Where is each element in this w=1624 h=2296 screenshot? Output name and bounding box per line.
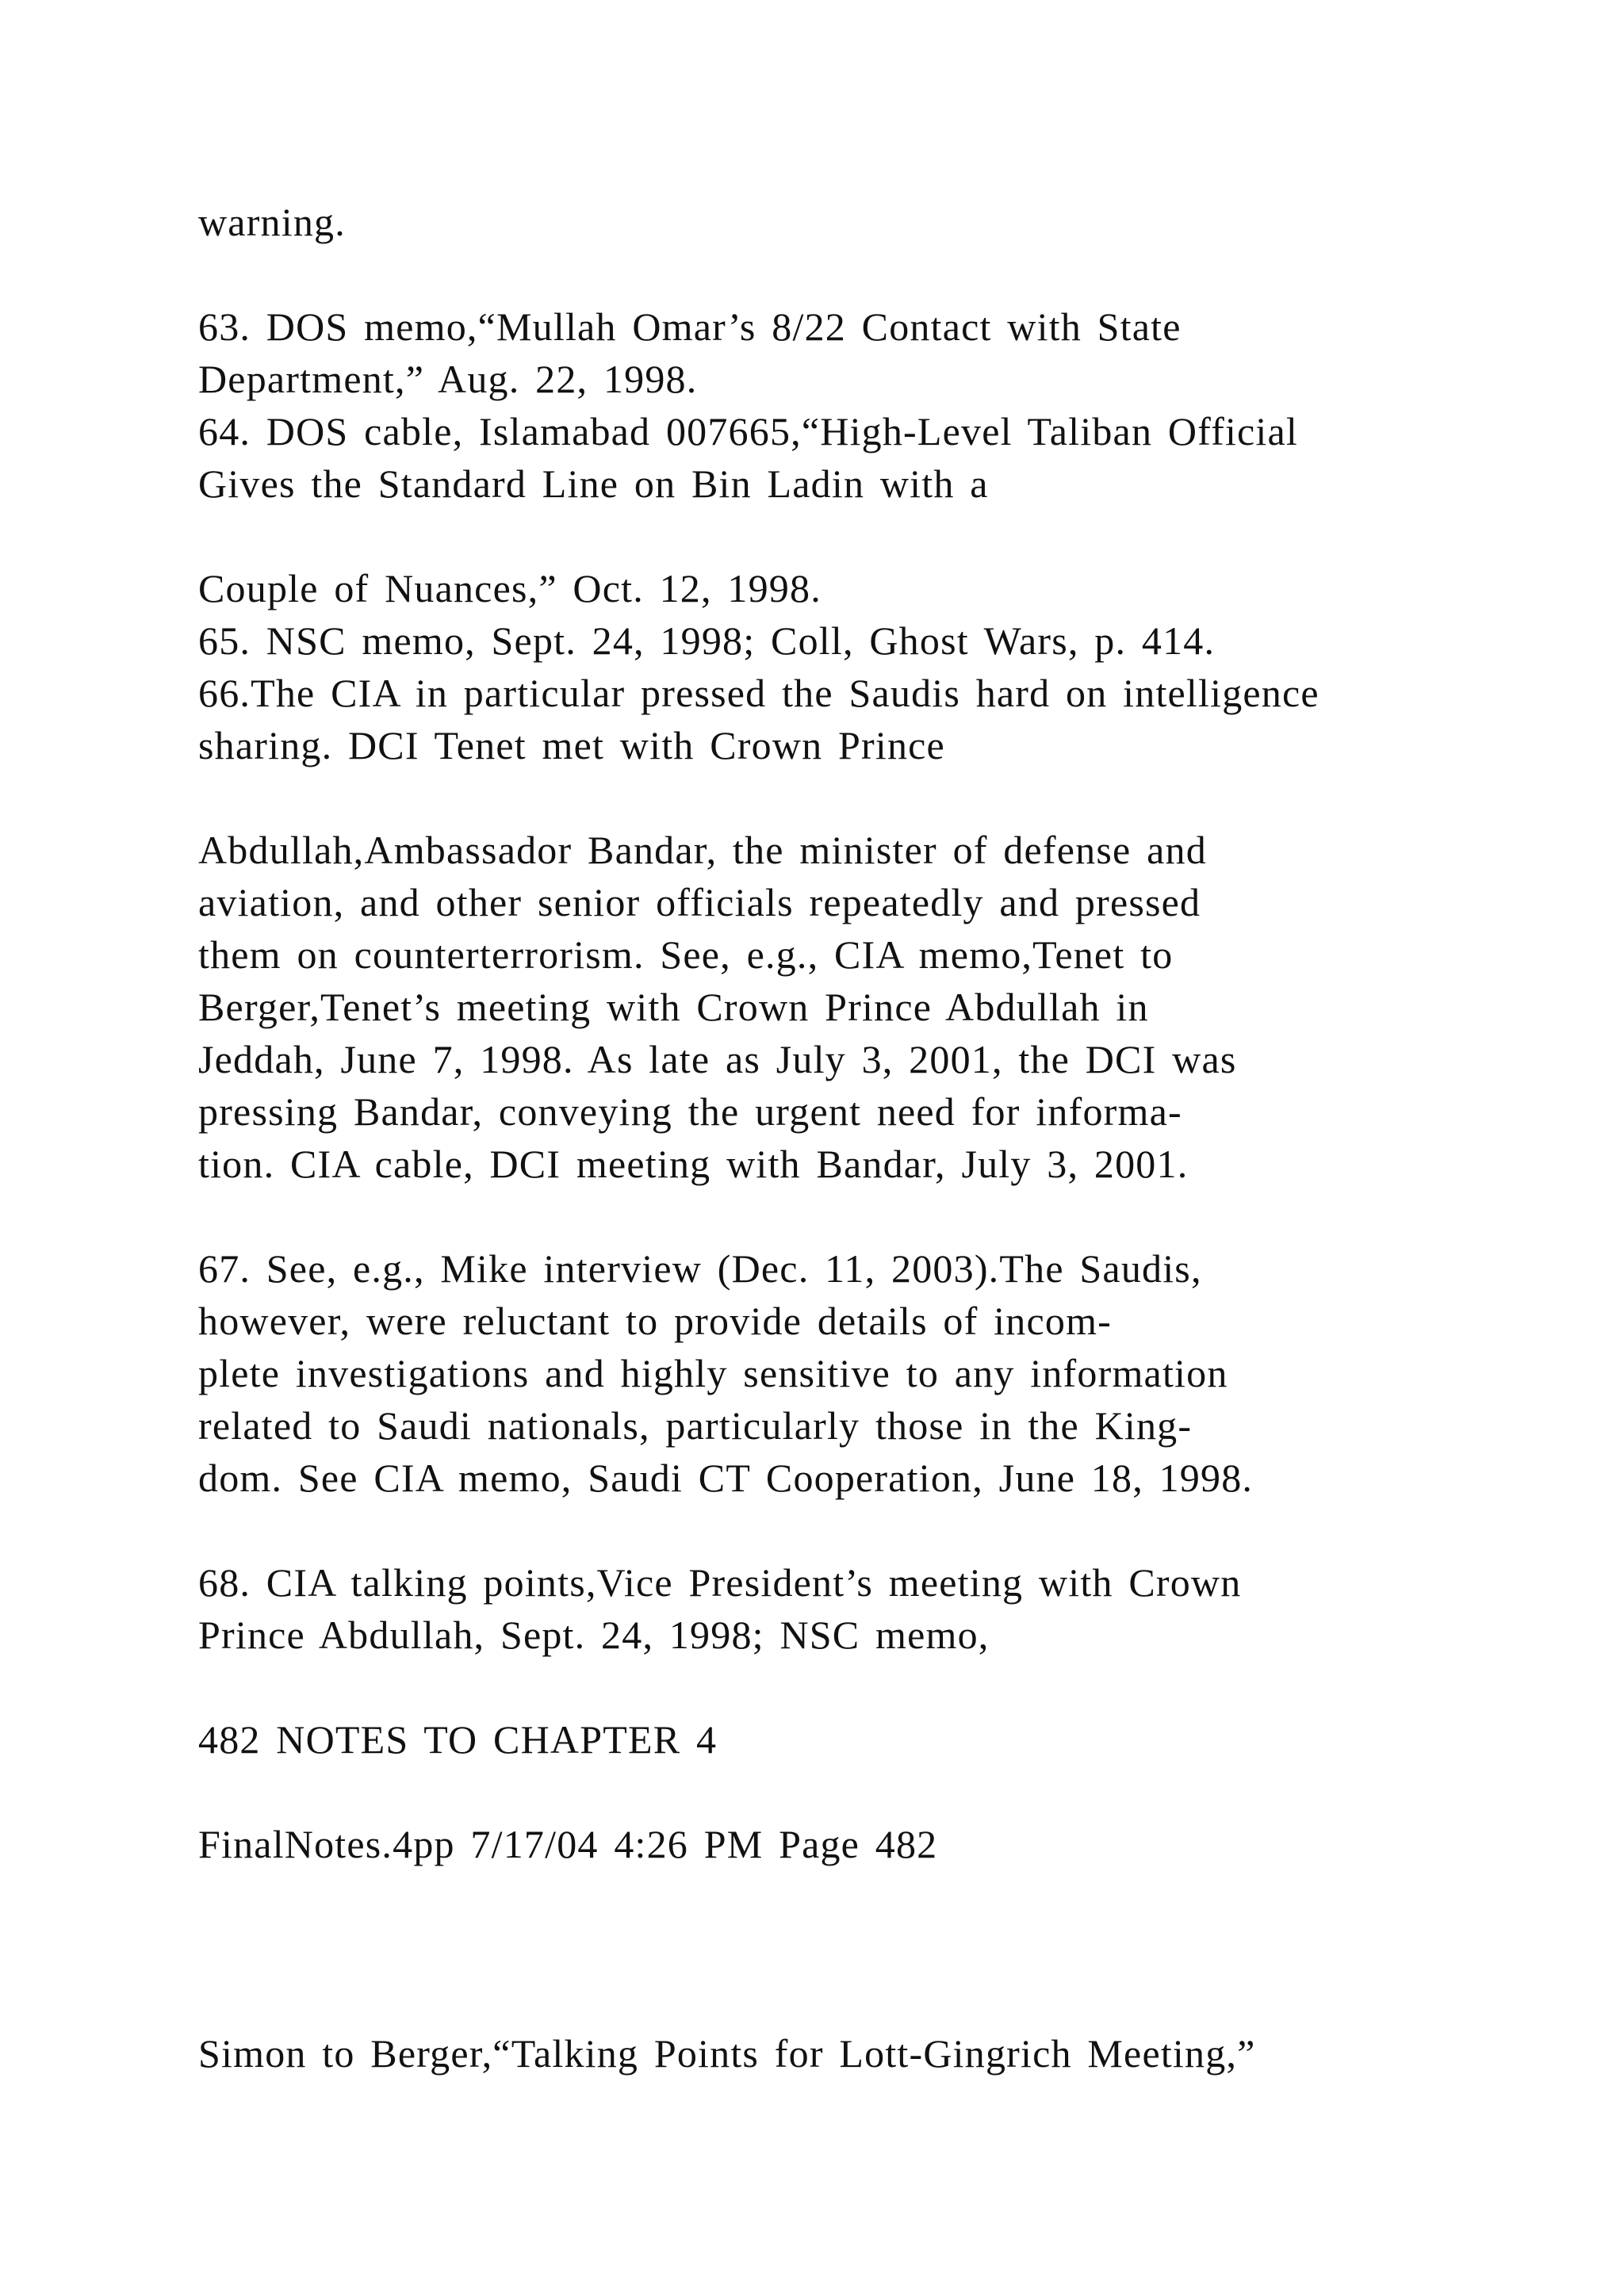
text-line: 63. DOS memo,“Mullah Omar’s 8/22 Contact with State (198, 304, 1182, 349)
text-line: them on counterterrorism. See, e.g., CIA memo,Tenet to (198, 932, 1174, 977)
text-line: sharing. DCI Tenet met with Crown Prince (198, 723, 945, 767)
text-line: 64. DOS cable, Islamabad 007665,“High-Level Taliban Official (198, 409, 1299, 453)
text-line: plete investigations and highly sensitive to any information (198, 1351, 1228, 1395)
print-slug: FinalNotes.4pp 7/17/04 4:26 PM Page 482 (198, 1822, 938, 1866)
text-line: Couple of Nuances,” Oct. 12, 1998. (198, 566, 822, 610)
text-line: Gives the Standard Line on Bin Ladin with a (198, 461, 989, 506)
running-footer: 482 NOTES TO CHAPTER 4 (198, 1717, 718, 1762)
text-line: Prince Abdullah, Sept. 24, 1998; NSC memo, (198, 1613, 990, 1657)
text-line: Simon to Berger,“Talking Points for Lott-Gingrich Meeting,” (198, 2031, 1256, 2076)
text-line: tion. CIA cable, DCI meeting with Bandar, July 3, 2001. (198, 1142, 1189, 1186)
text-line: 68. CIA talking points,Vice President’s meeting with Crown (198, 1560, 1242, 1605)
text-line: Berger,Tenet’s meeting with Crown Prince Abdullah in (198, 985, 1149, 1029)
text-line: 65. NSC memo, Sept. 24, 1998; Coll, Ghost Wars, p. 414. (198, 618, 1216, 663)
text-line: warning. (198, 200, 346, 244)
text-line: Abdullah,Ambassador Bandar, the minister of defense and (198, 828, 1207, 872)
text-line: related to Saudi nationals, particularly those in the King- (198, 1403, 1193, 1448)
text-line: Department,” Aug. 22, 1998. (198, 357, 698, 401)
text-line: dom. See CIA memo, Saudi CT Cooperation, June 18, 1998. (198, 1456, 1254, 1500)
text-line: pressing Bandar, conveying the urgent need for informa- (198, 1089, 1182, 1134)
text-line: 67. See, e.g., Mike interview (Dec. 11, 2003).The Saudis, (198, 1246, 1202, 1291)
text-line: 66.The CIA in particular pressed the Saudis hard on intelligence (198, 671, 1320, 715)
text-line: however, were reluctant to provide details of incom- (198, 1299, 1113, 1343)
text-line: Jeddah, June 7, 1998. As late as July 3, 2001, the DCI was (198, 1037, 1237, 1081)
text-line: aviation, and other senior officials repeatedly and pressed (198, 880, 1201, 924)
